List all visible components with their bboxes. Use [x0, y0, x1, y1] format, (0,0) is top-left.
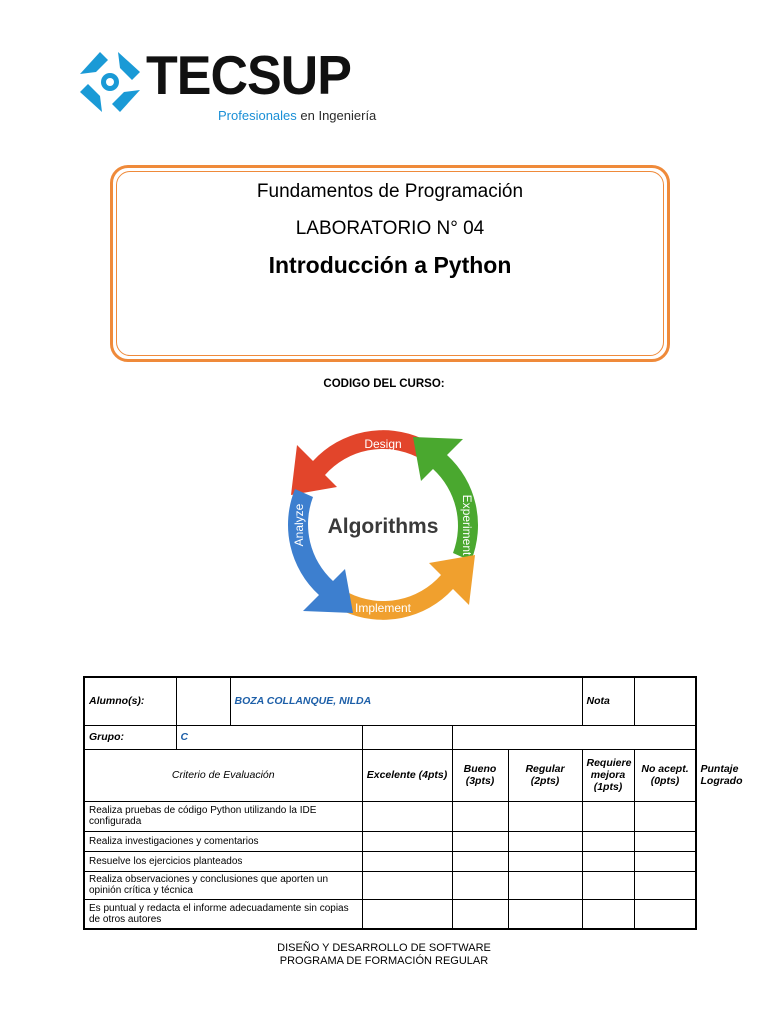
score-cell[interactable] — [362, 871, 452, 899]
score-cell[interactable] — [508, 899, 582, 929]
evaluation-table — [83, 676, 743, 930]
footer-line-2: PROGRAMA DE FORMACIÓN REGULAR — [279, 955, 489, 967]
criteria-row — [84, 899, 696, 929]
score-cell[interactable] — [452, 871, 508, 899]
logo-wordmark: TECSUP — [146, 45, 351, 107]
title-box — [110, 165, 670, 362]
footer-line-1: DISEÑO Y DESARROLLO DE SOFTWARE — [277, 942, 491, 954]
criteria-text: Es puntual y redacta el informe adecuadamente sin copias de otros autores — [84, 899, 362, 929]
score-cell[interactable] — [508, 801, 582, 831]
score-cell[interactable] — [582, 801, 634, 831]
cycle-center-label: Algorithms — [327, 515, 439, 538]
score-cell[interactable] — [508, 871, 582, 899]
criteria-row — [84, 851, 696, 871]
column-header: No acept. (0pts) — [634, 749, 696, 801]
score-cell[interactable] — [452, 831, 508, 851]
cycle-step-analyze: Analyze — [292, 503, 306, 547]
criteria-text: Resuelve los ejercicios planteados — [84, 851, 362, 871]
criteria-row — [84, 831, 696, 851]
score-cell[interactable] — [508, 851, 582, 871]
column-header: Regular (2pts) — [508, 749, 582, 801]
score-cell[interactable] — [634, 851, 696, 871]
score-cell[interactable] — [582, 851, 634, 871]
criteria-text: Realiza investigaciones y comentarios — [84, 831, 362, 851]
score-cell[interactable] — [362, 831, 452, 851]
score-cell[interactable] — [362, 899, 452, 929]
score-cell[interactable] — [634, 801, 696, 831]
score-cell[interactable] — [582, 899, 634, 929]
group-empty-cell-2 — [452, 725, 696, 749]
score-cell[interactable] — [452, 851, 508, 871]
score-cell[interactable] — [452, 801, 508, 831]
logo-arrows-icon — [80, 52, 140, 112]
group-row — [84, 725, 696, 749]
design-arrow — [291, 430, 423, 495]
lab-topic: Introducción a Python — [268, 252, 512, 278]
score-cell[interactable] — [634, 871, 696, 899]
score-cell[interactable] — [508, 831, 582, 851]
criteria-list — [84, 801, 696, 929]
student-label: Alumno(s): — [84, 677, 176, 725]
footer — [0, 942, 768, 968]
cycle-step-design: Design — [364, 437, 402, 451]
student-row — [84, 677, 696, 725]
grade-value-cell[interactable] — [634, 677, 696, 725]
criteria-text: Realiza observaciones y conclusiones que aporten un opinión crítica y técnica — [84, 871, 362, 899]
student-name[interactable]: BOZA COLLANQUE, NILDA — [230, 677, 582, 725]
grade-label: Nota — [582, 677, 634, 725]
algorithm-cycle-diagram — [268, 418, 498, 633]
cycle-step-experiment: Experiment — [460, 494, 474, 556]
score-cell[interactable] — [362, 851, 452, 871]
criteria-row — [84, 801, 696, 831]
score-cell[interactable] — [634, 831, 696, 851]
criteria-text: Realiza pruebas de código Python utilizando la IDE configurada — [84, 801, 362, 831]
score-cell[interactable] — [634, 899, 696, 929]
score-cell[interactable] — [582, 871, 634, 899]
criteria-header: Criterio de Evaluación — [84, 749, 362, 801]
course-title: Fundamentos de Programación — [256, 181, 524, 202]
course-code-label: CODIGO DEL CURSO: — [323, 378, 445, 390]
group-value[interactable]: C — [176, 725, 362, 749]
column-header: Requiere mejora (1pts) — [582, 749, 634, 801]
group-empty-cell — [362, 725, 452, 749]
logo-tagline: Profesionales en Ingeniería — [218, 108, 377, 123]
group-label: Grupo: — [84, 725, 176, 749]
criteria-header-row: Criterio de Evaluación Excelente (4pts) Bueno (3pts) Regular (2pts) Requiere mejora (1pts) No acept. (0pts) Puntaje Logrado — [84, 749, 696, 801]
cycle-step-implement: Implement — [354, 601, 412, 615]
score-cell[interactable] — [582, 831, 634, 851]
column-header: Bueno (3pts) — [452, 749, 508, 801]
score-cell[interactable] — [452, 899, 508, 929]
score-cell[interactable] — [362, 801, 452, 831]
column-header: Excelente (4pts) — [362, 749, 452, 801]
student-empty-cell — [176, 677, 230, 725]
criteria-row — [84, 871, 696, 899]
lab-number: LABORATORIO N° 04 — [295, 218, 485, 239]
